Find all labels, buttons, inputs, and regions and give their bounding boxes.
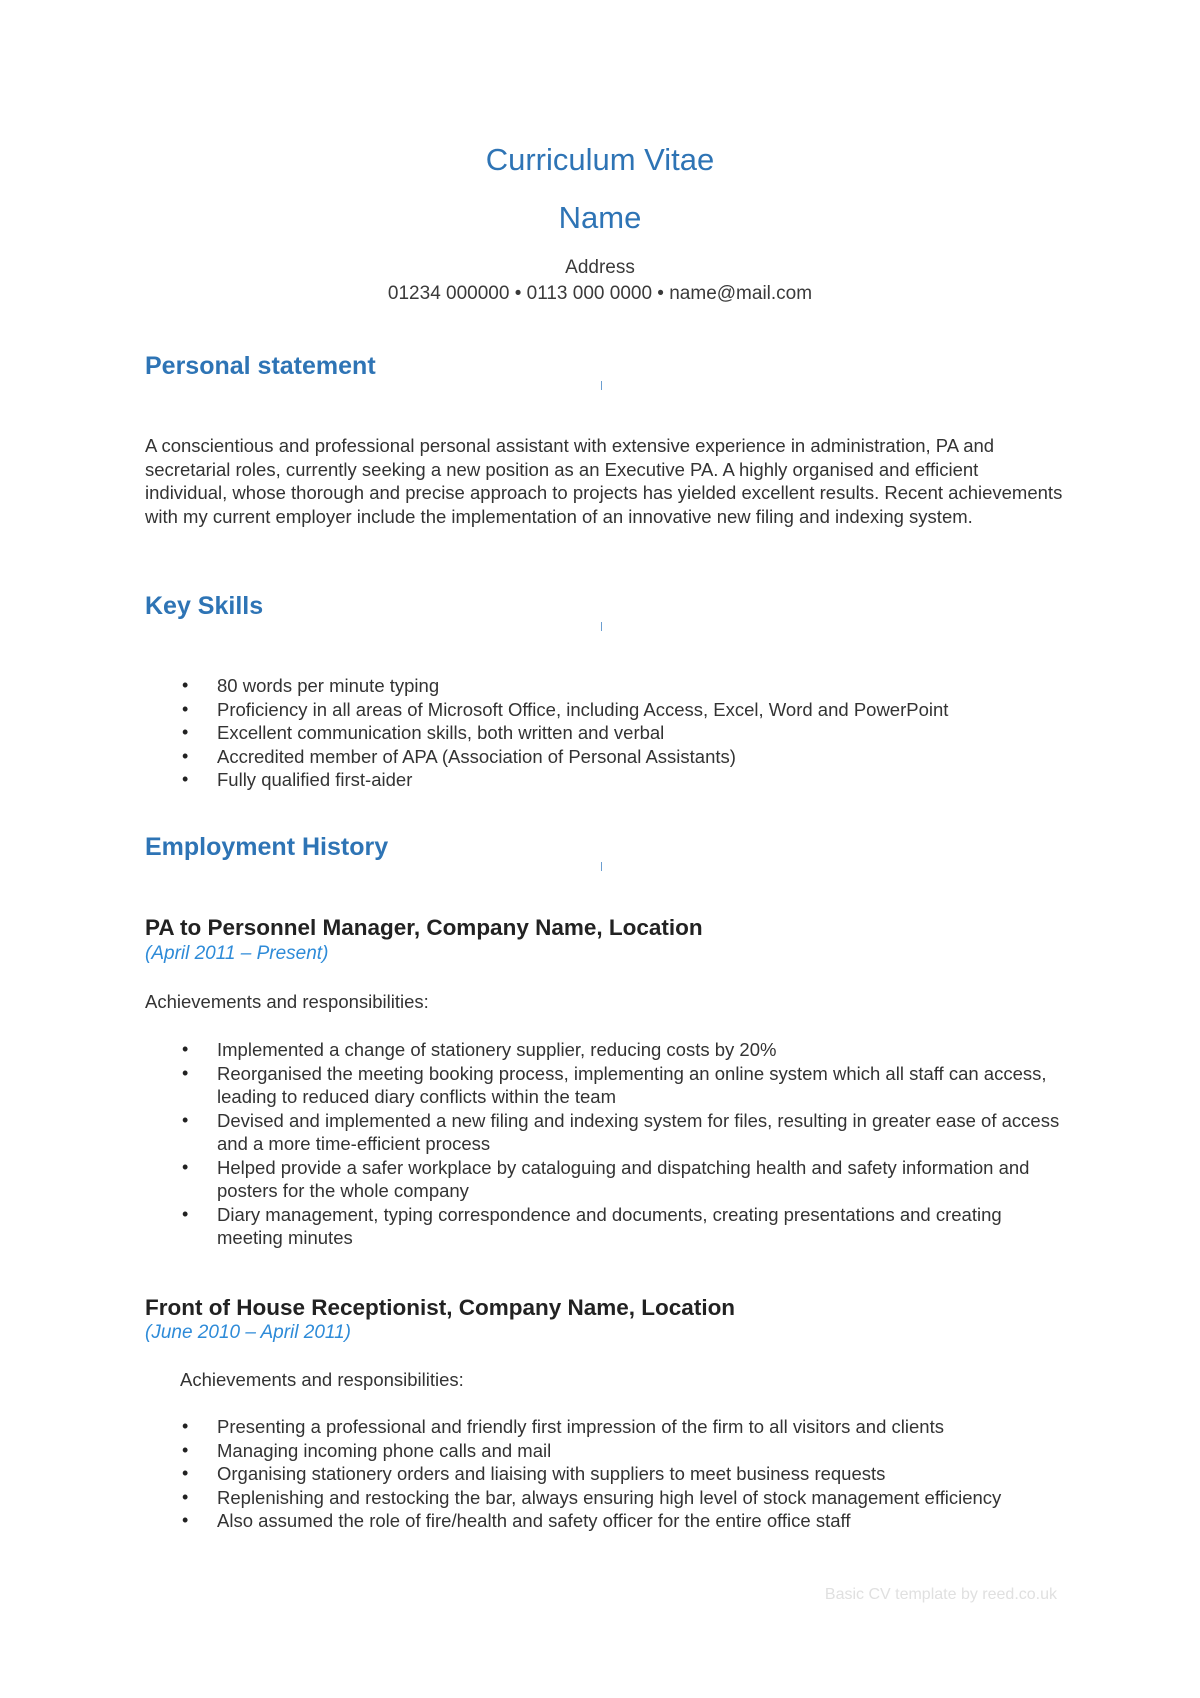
responsibility-text: Presenting a professional and friendly first impression of the firm to all visitors and clients [217, 1416, 944, 1437]
bullet-icon: • [182, 1203, 189, 1224]
list-item [145, 1203, 1065, 1250]
bullet-icon: • [182, 1039, 189, 1059]
list-item [145, 1038, 1065, 1062]
list-item [145, 1439, 1065, 1463]
candidate-address: Address [565, 257, 635, 278]
list-item [145, 698, 1065, 722]
bullet-icon: • [182, 698, 189, 719]
personal-statement-text: A conscientious and professional personal assistant with extensive experience in administration, PA and secretarial roles, currently seeking a new position as an Executive PA. A highly organised and efficient individual, whose thorough and precise approach to projects has yielded excellent results. Recent achievements with my current employer include the implementation of an innovative new filing and indexing system. [145, 435, 1063, 527]
bullet-icon: • [182, 1109, 189, 1130]
responsibility-text: Organising stationery orders and liaising with suppliers to meet business requests [217, 1463, 886, 1484]
responsibilities-label: Achievements and responsibilities: [145, 991, 429, 1012]
bullet-icon: • [182, 769, 189, 789]
employment-history-heading: Employment History [145, 833, 389, 861]
skill-text: Fully qualified first-aider [217, 769, 413, 790]
cv-title: Curriculum Vitae [485, 142, 715, 177]
responsibility-text: Reorganised the meeting booking process, implementing an online system which all staff can access, leading to reduced diary conflicts within the team [217, 1062, 1047, 1107]
bullet-icon: • [182, 1486, 189, 1507]
responsibility-text: Also assumed the role of fire/health and safety officer for the entire office staff [217, 1510, 851, 1531]
footer-credit: Basic CV template by reed.co.uk [824, 1586, 1057, 1603]
list-item [145, 1062, 1065, 1109]
candidate-contact: 01234 000000 • 0113 000 0000 • name@mail.com [387, 283, 813, 304]
bullet-icon: • [182, 1062, 189, 1083]
section-tick-mark [601, 381, 602, 390]
skill-text: 80 words per minute typing [217, 675, 440, 696]
job-title: Front of House Receptionist, Company Name, Location [145, 1295, 736, 1320]
list-item [145, 768, 1065, 792]
key-skills-heading: Key Skills [145, 592, 264, 620]
job-responsibilities-list [145, 1415, 1065, 1533]
bullet-icon: • [182, 1416, 189, 1436]
bullet-icon: • [182, 1156, 189, 1177]
list-item [145, 674, 1065, 698]
skill-text: Excellent communication skills, both written and verbal [217, 722, 665, 743]
bullet-icon: • [182, 1439, 189, 1460]
list-item [145, 1415, 1065, 1439]
list-item [145, 1156, 1065, 1203]
job-title: PA to Personnel Manager, Company Name, Location [145, 915, 703, 940]
bullet-icon: • [182, 1510, 189, 1530]
skill-text: Proficiency in all areas of Microsoft Office, including Access, Excel, Word and PowerPoint [217, 698, 949, 720]
skill-text: Accredited member of APA (Association of Personal Assistants) [217, 745, 736, 767]
list-item [145, 1109, 1065, 1156]
responsibility-text: Devised and implemented a new filing and indexing system for files, resulting in greater ease of access and a more time-efficient process [217, 1109, 1060, 1154]
job-dates: (June 2010 – April 2011) [145, 1322, 351, 1343]
bullet-icon: • [182, 1463, 189, 1483]
candidate-name: Name [558, 200, 642, 235]
job-responsibilities-list [145, 1038, 1065, 1250]
list-item [145, 1462, 1065, 1486]
responsibility-text: Implemented a change of stationery supplier, reducing costs by 20% [217, 1039, 777, 1060]
bullet-icon: • [182, 745, 189, 766]
section-tick-mark [601, 862, 602, 871]
list-item [145, 745, 1065, 769]
key-skills-list [145, 674, 1065, 792]
section-tick-mark [601, 622, 602, 631]
responsibility-text: Helped provide a safer workplace by cataloguing and dispatching health and safety information and posters for the whole company [217, 1156, 1030, 1201]
responsibilities-label: Achievements and responsibilities: [180, 1369, 464, 1390]
responsibility-text: Replenishing and restocking the bar, always ensuring high level of stock management efficiency [217, 1486, 1002, 1508]
list-item [145, 1509, 1065, 1533]
list-item [145, 1486, 1065, 1510]
responsibility-text: Diary management, typing correspondence and documents, creating presentations and creating meeting minutes [217, 1203, 1002, 1248]
responsibility-text: Managing incoming phone calls and mail [217, 1439, 552, 1461]
personal-statement-heading: Personal statement [145, 352, 376, 380]
bullet-icon: • [182, 722, 189, 742]
bullet-icon: • [182, 675, 189, 695]
job-dates: (April 2011 – Present) [145, 943, 329, 964]
list-item [145, 721, 1065, 745]
